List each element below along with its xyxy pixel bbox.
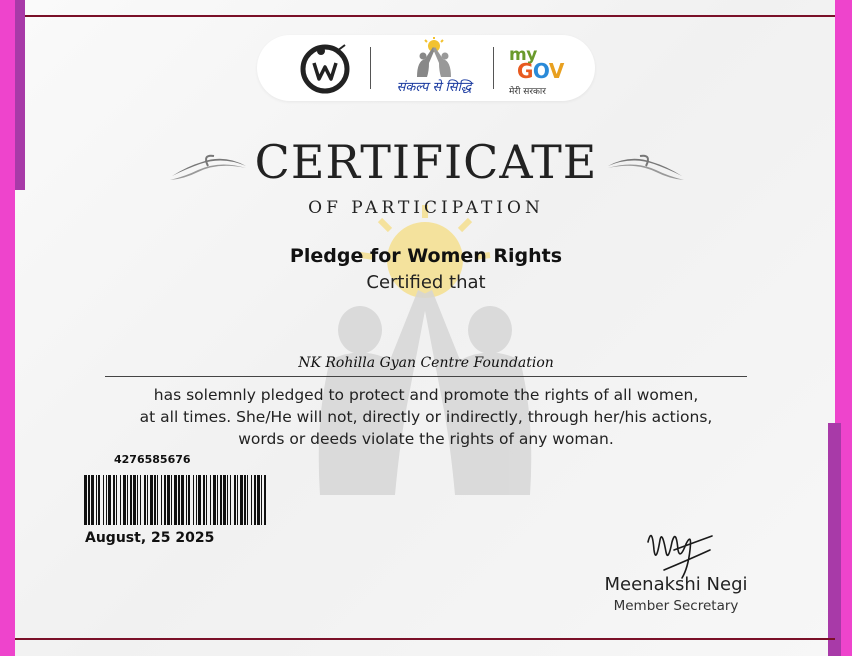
mygov-my-text: my — [509, 45, 537, 65]
barcode-bar — [133, 475, 136, 525]
barcode-bar — [234, 475, 236, 525]
barcode-bar — [220, 475, 222, 525]
barcode-bar — [257, 475, 260, 525]
barcode-bar — [217, 475, 218, 525]
barcode-bar — [237, 475, 238, 525]
barcode-bar — [140, 475, 141, 525]
signatory-title: Member Secretary — [613, 598, 739, 614]
barcode-bar — [157, 475, 158, 525]
barcode-bar — [261, 475, 262, 525]
barcode-bar — [137, 475, 138, 525]
barcode-bar — [120, 475, 121, 525]
barcode-bar — [106, 475, 107, 525]
barcode-bar — [254, 475, 256, 525]
certificate-number: 4276585676 — [114, 453, 191, 466]
barcode-bar — [113, 475, 115, 525]
barcode-bar — [88, 475, 90, 525]
barcode-bar — [130, 475, 132, 525]
barcode-bar — [247, 475, 248, 525]
barcode-bar — [171, 475, 172, 525]
barcode-bar — [244, 475, 246, 525]
bottom-border-rule — [15, 638, 835, 640]
mygov-v: V — [548, 59, 564, 83]
sankalp-figures-icon — [411, 37, 457, 77]
barcode-bar — [181, 475, 184, 525]
recipient-underline — [105, 376, 747, 377]
barcode-bar — [240, 475, 243, 525]
barcode-bar — [203, 475, 205, 525]
barcode-bar — [188, 475, 190, 525]
logo-divider — [493, 47, 494, 89]
barcode-bar — [227, 475, 228, 525]
barcode-bar — [223, 475, 226, 525]
barcode-bar — [210, 475, 211, 525]
recipient-name: NK Rohilla Gyan Centre Foundation — [298, 355, 554, 371]
barcode-bar — [123, 475, 126, 525]
sankalp-text: संकल्प से सिद्धि — [396, 80, 472, 95]
barcode-bar — [98, 475, 100, 525]
certificate-subtitle: OF PARTICIPATION — [308, 198, 544, 218]
barcode-bar — [230, 475, 231, 525]
barcode-bar — [147, 475, 148, 525]
top-border-rule — [25, 15, 835, 17]
right-accent-stripe — [828, 423, 841, 656]
barcode-bar — [161, 475, 162, 525]
signatory-name: Meenakshi Negi — [604, 574, 748, 595]
pledge-line: has solemnly pledged to protect and promote the rights of all women, — [153, 386, 699, 404]
barcode-bar — [264, 475, 266, 525]
wcd-logo-icon — [299, 43, 351, 95]
barcode-bar — [108, 475, 111, 525]
mygov-gov-text — [517, 59, 564, 83]
barcode-bar — [144, 475, 146, 525]
mygov-g: G — [517, 59, 533, 83]
barcode-bar — [154, 475, 156, 525]
barcode — [84, 475, 266, 525]
barcode-bar — [251, 475, 252, 525]
mygov-logo — [507, 43, 577, 95]
barcode-bar — [206, 475, 207, 525]
issue-date: August, 25 2025 — [85, 530, 215, 546]
barcode-bar — [196, 475, 197, 525]
barcode-bar — [193, 475, 194, 525]
barcode-bar — [178, 475, 180, 525]
barcode-bar — [213, 475, 216, 525]
barcode-bar — [91, 475, 94, 525]
mygov-o: O — [532, 59, 549, 83]
partner-logo-bar — [257, 35, 595, 101]
barcode-bar — [84, 475, 87, 525]
barcode-bar — [103, 475, 104, 525]
barcode-bar — [174, 475, 177, 525]
barcode-bar — [164, 475, 166, 525]
right-flourish-icon — [606, 152, 686, 184]
program-name: Pledge for Women Rights — [289, 245, 563, 267]
barcode-bar — [150, 475, 153, 525]
signature-image — [640, 520, 720, 582]
barcode-bar — [186, 475, 187, 525]
barcode-bar — [96, 475, 97, 525]
logo-divider — [370, 47, 371, 89]
certificate-title: CERTIFICATE — [254, 135, 598, 189]
pledge-line: words or deeds violate the rights of any woman. — [238, 430, 614, 448]
pledge-line: at all times. She/He will not, directly or indirectly, through her/his actions, — [139, 408, 713, 426]
barcode-bar — [127, 475, 128, 525]
sankalp-se-siddhi-logo — [381, 35, 487, 101]
barcode-bar — [198, 475, 201, 525]
mygov-tagline: मेरी सरकार — [509, 87, 546, 97]
certified-that-label: Certified that — [366, 272, 486, 293]
pledge-text — [90, 384, 762, 450]
barcode-bar — [116, 475, 117, 525]
barcode-bar — [167, 475, 170, 525]
